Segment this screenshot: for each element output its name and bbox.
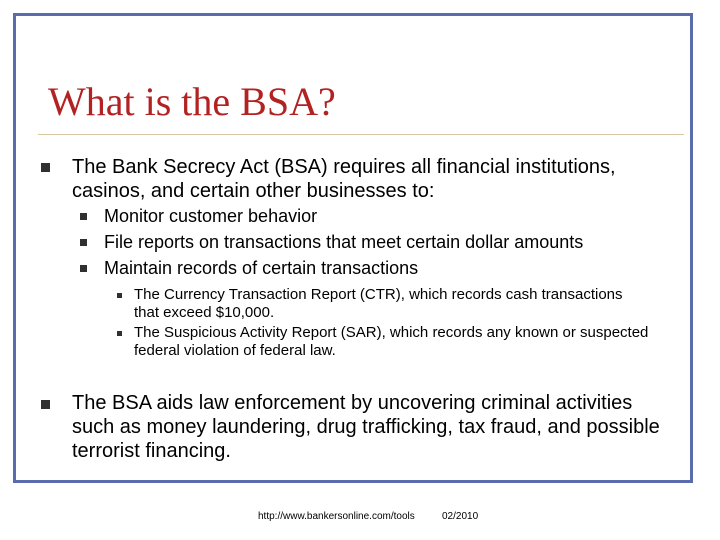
square-bullet-icon: [80, 239, 87, 246]
bullet-sar-report: The Suspicious Activity Report (SAR), which records any known or suspected federal violation of federal law.: [134, 324, 649, 359]
square-bullet-icon: [80, 213, 87, 220]
bullet-file-reports: File reports on transactions that meet certain dollar amounts: [104, 232, 584, 252]
footer-date: 02/2010: [442, 511, 479, 522]
title-divider: [38, 134, 684, 135]
footer-url: http://www.bankersonline.com/tools: [258, 511, 415, 522]
square-bullet-icon: [117, 293, 122, 298]
slide-title: What is the BSA?: [48, 79, 336, 124]
square-bullet-icon: [80, 265, 87, 272]
square-bullet-icon: [41, 163, 50, 172]
bullet-ctr-report: The Currency Transaction Report (CTR), which records cash transactions that exceed $10,000.: [134, 286, 623, 321]
bullet-bsa-requirements: The Bank Secrecy Act (BSA) requires all financial institutions, casinos, and certain other businesses to:: [72, 156, 616, 202]
square-bullet-icon: [41, 400, 50, 409]
bullet-law-enforcement: The BSA aids law enforcement by uncovering criminal activities such as money laundering, drug trafficking, tax fraud, and possible terrorist financing.: [72, 392, 660, 462]
bullet-maintain-records: Maintain records of certain transactions: [104, 258, 419, 278]
bullet-monitor-behavior: Monitor customer behavior: [104, 206, 318, 226]
square-bullet-icon: [117, 331, 122, 336]
